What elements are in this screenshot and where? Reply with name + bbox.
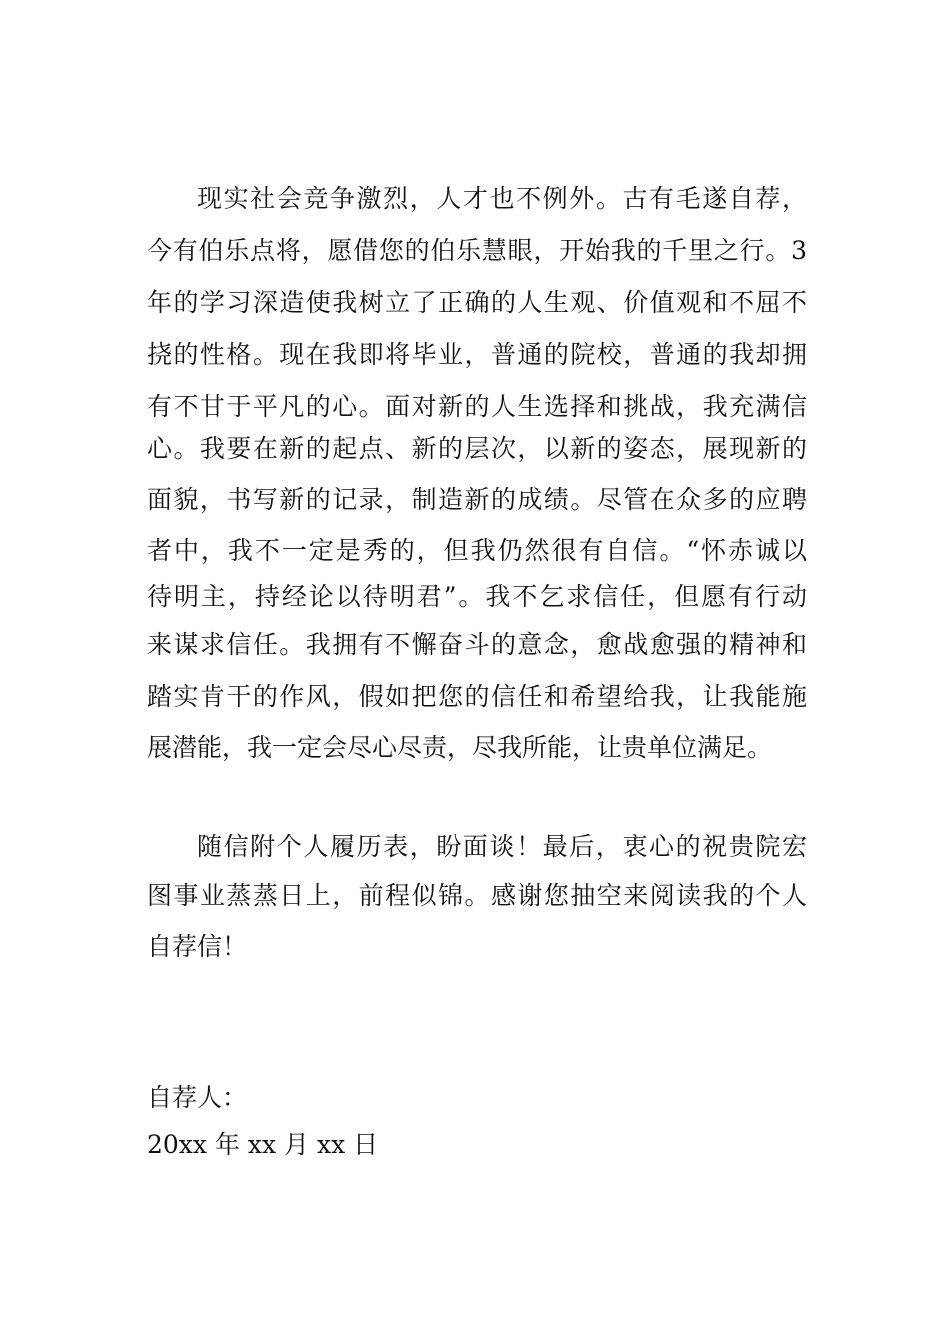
paragraph-line: 踏实肯干的作风，假如把您的信任和希望给我，让我能施: [147, 682, 807, 711]
paragraph-line: 待明主，持经论以待明君”。我不乞求信任，但愿有行动: [147, 582, 807, 611]
letter-date: 20xx 年 xx 月 xx 日: [147, 1130, 379, 1159]
paragraph-line: 心。我要在新的起点、新的层次，以新的姿态，展现新的: [147, 434, 807, 463]
paragraph-line: 面貌，书写新的记录，制造新的成绩。尽管在众多的应聘: [147, 485, 807, 514]
paragraph-line: 有不甘于平凡的心。面对新的人生选择和挑战，我充满信: [147, 392, 807, 421]
paragraph-line: 展潜能，我一定会尽心尽责，尽我所能，让贵单位满足。: [147, 733, 773, 762]
paragraph-line: 现实社会竞争激烈，人才也不例外。古有毛遂自荐，: [197, 184, 807, 213]
paragraph-line: 来谋求信任。我拥有不懈奋斗的意念，愈战愈强的精神和: [147, 630, 807, 659]
paragraph-line: 自荐信！: [147, 932, 248, 961]
paragraph-line: 年的学习深造使我树立了正确的人生观、价值观和不屈不: [147, 288, 807, 317]
paragraph-line: 者中，我不一定是秀的，但我仍然很有自信。“怀赤诚以: [147, 536, 807, 565]
paragraph-line: 图事业蒸蒸日上，前程似锦。感谢您抽空来阅读我的个人: [147, 881, 807, 910]
paragraph-line: 今有伯乐点将，愿借您的伯乐慧眼，开始我的千里之行。3: [147, 236, 807, 265]
signature-label: 自荐人：: [147, 1083, 248, 1112]
paragraph-line: 随信附个人履历表，盼面谈！最后，衷心的祝贵院宏: [197, 832, 807, 861]
paragraph-line: 挠的性格。现在我即将毕业，普通的院校，普通的我却拥: [147, 340, 807, 369]
